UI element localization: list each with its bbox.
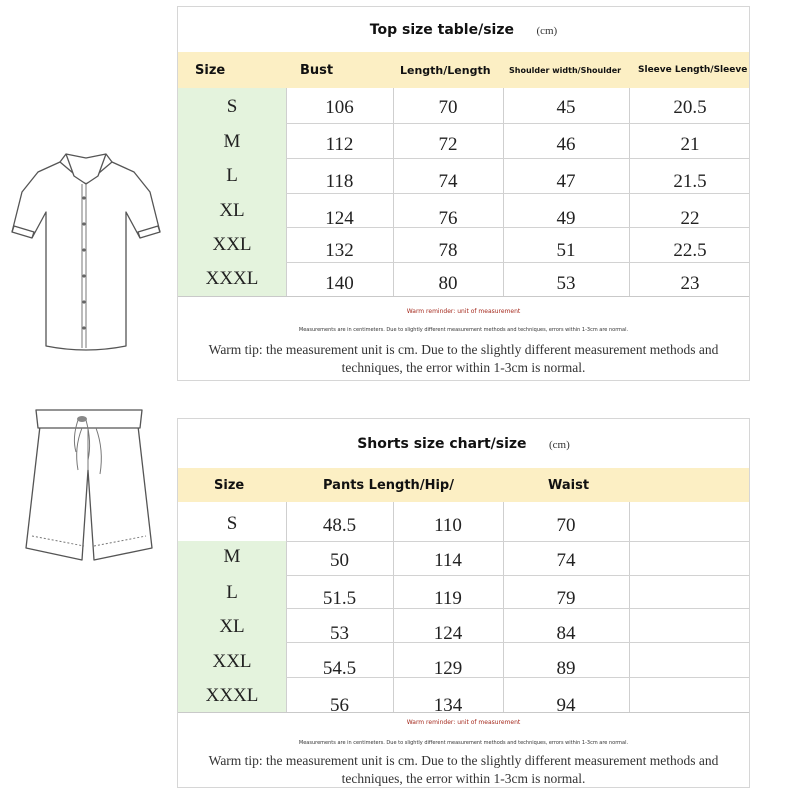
header-bust: Bust [300,62,334,78]
header-size: Size [195,62,226,78]
top-table-title: Top size table/size [369,22,514,38]
top-size-table [177,6,750,381]
table-cell: 70 [556,515,576,536]
top-warm-reminder: Warm reminder: unit of measurement [406,308,521,315]
shorts-table-title-row [178,435,749,453]
table-cell: 70 [438,97,458,118]
table-cell: 112 [325,134,354,155]
table-cell: 89 [556,658,576,679]
table-cell: 53 [330,623,349,644]
table-cell: 53 [556,273,576,294]
shorts-warm-reminder: Warm reminder: unit of measurement [406,719,521,726]
header-length: Length/Length [400,63,491,77]
table-cell: 48.5 [322,515,357,536]
table-cell: 56 [330,695,349,716]
top-size-s: S [226,96,238,117]
top-warm-tip-line2: techniques, the error within 1-3cm is normal. [341,360,586,375]
table-cell: 76 [438,208,458,229]
header-shoulder: Shoulder width/Shoulder [509,65,622,75]
shorts-table-unit: (cm) [549,439,570,451]
header-pants-length-hip: Pants Length/Hip/ [323,477,454,493]
top-size-column [178,88,286,296]
shorts-table-header [178,468,749,502]
table-cell: 114 [434,550,462,571]
table-cell: 72 [438,134,458,155]
table-cell: 47 [556,171,576,192]
table-cell: 22.5 [673,240,707,261]
table-cell: 124 [325,208,354,229]
table-cell: 80 [438,273,458,294]
table-cell: 134 [433,695,463,716]
shorts-illustration [22,408,158,564]
table-cell: 74 [556,550,576,571]
table-cell: 119 [434,588,462,609]
table-cell: 45 [556,97,576,118]
shirt-illustration [10,150,162,358]
top-table-header [178,52,749,88]
shorts-size-s: S [226,513,238,534]
shorts-size-xxl: XXL [212,651,252,672]
table-cell: 51.5 [322,588,357,609]
shorts-warm-tip [178,752,749,788]
shorts-warm-tip-line2: techniques, the error within 1-3cm is normal. [341,771,586,786]
table-cell: 51 [556,240,576,261]
shorts-size-xxxl: XXXL [205,685,259,706]
table-cell: 22 [680,208,700,229]
table-cell: 79 [556,588,576,609]
table-cell: 118 [325,171,354,192]
shorts-size-xl: XL [219,616,245,637]
header-sleeve: Sleeve Length/Sleeve [638,65,748,75]
top-size-m: M [223,131,241,152]
shorts-size-table [177,418,750,788]
top-warm-tip [178,341,749,377]
table-cell: 21 [680,134,700,155]
table-cell: 106 [325,97,354,118]
table-cell: 74 [438,171,458,192]
table-cell: 94 [556,695,576,716]
header-size: Size [214,477,245,493]
header-waist: Waist [548,477,590,493]
shorts-size-l: L [226,582,238,603]
table-cell: 21.5 [673,171,707,192]
top-size-xl: XL [219,200,245,221]
table-cell: 78 [438,240,458,261]
table-cell: 23 [680,273,700,294]
top-size-xxxl: XXXL [205,268,259,289]
table-cell: 132 [325,240,354,261]
table-cell: 140 [325,273,354,294]
table-cell: 49 [556,208,576,229]
shorts-size-m: M [223,546,241,567]
top-size-xxl: XXL [212,234,252,255]
table-cell: 124 [433,623,463,644]
table-cell: 20.5 [673,97,707,118]
shorts-table-title: Shorts size chart/size [357,436,527,452]
top-table-unit: (cm) [536,25,558,37]
table-cell: 84 [556,623,576,644]
top-fine-print: Measurements are in centimeters. Due to slightly different measurement methods and techniques, errors within 1-3cm are normal. [298,327,629,333]
shorts-warm-tip-line1: Warm tip: the measurement unit is cm. Due to the slightly different measurement methods and [208,753,719,768]
table-cell: 50 [330,550,349,571]
table-cell: 110 [434,515,462,536]
top-warm-tip-line1: Warm tip: the measurement unit is cm. Due to the slightly different measurement methods and [208,342,719,357]
table-cell: 54.5 [322,658,357,679]
top-table-title-row [178,21,749,39]
table-cell: 129 [433,658,463,679]
top-size-l: L [226,165,238,186]
shorts-fine-print: Measurements are in centimeters. Due to slightly different measurement methods and techniques, errors within 1-3cm are normal. [298,740,629,746]
table-cell: 46 [556,134,576,155]
